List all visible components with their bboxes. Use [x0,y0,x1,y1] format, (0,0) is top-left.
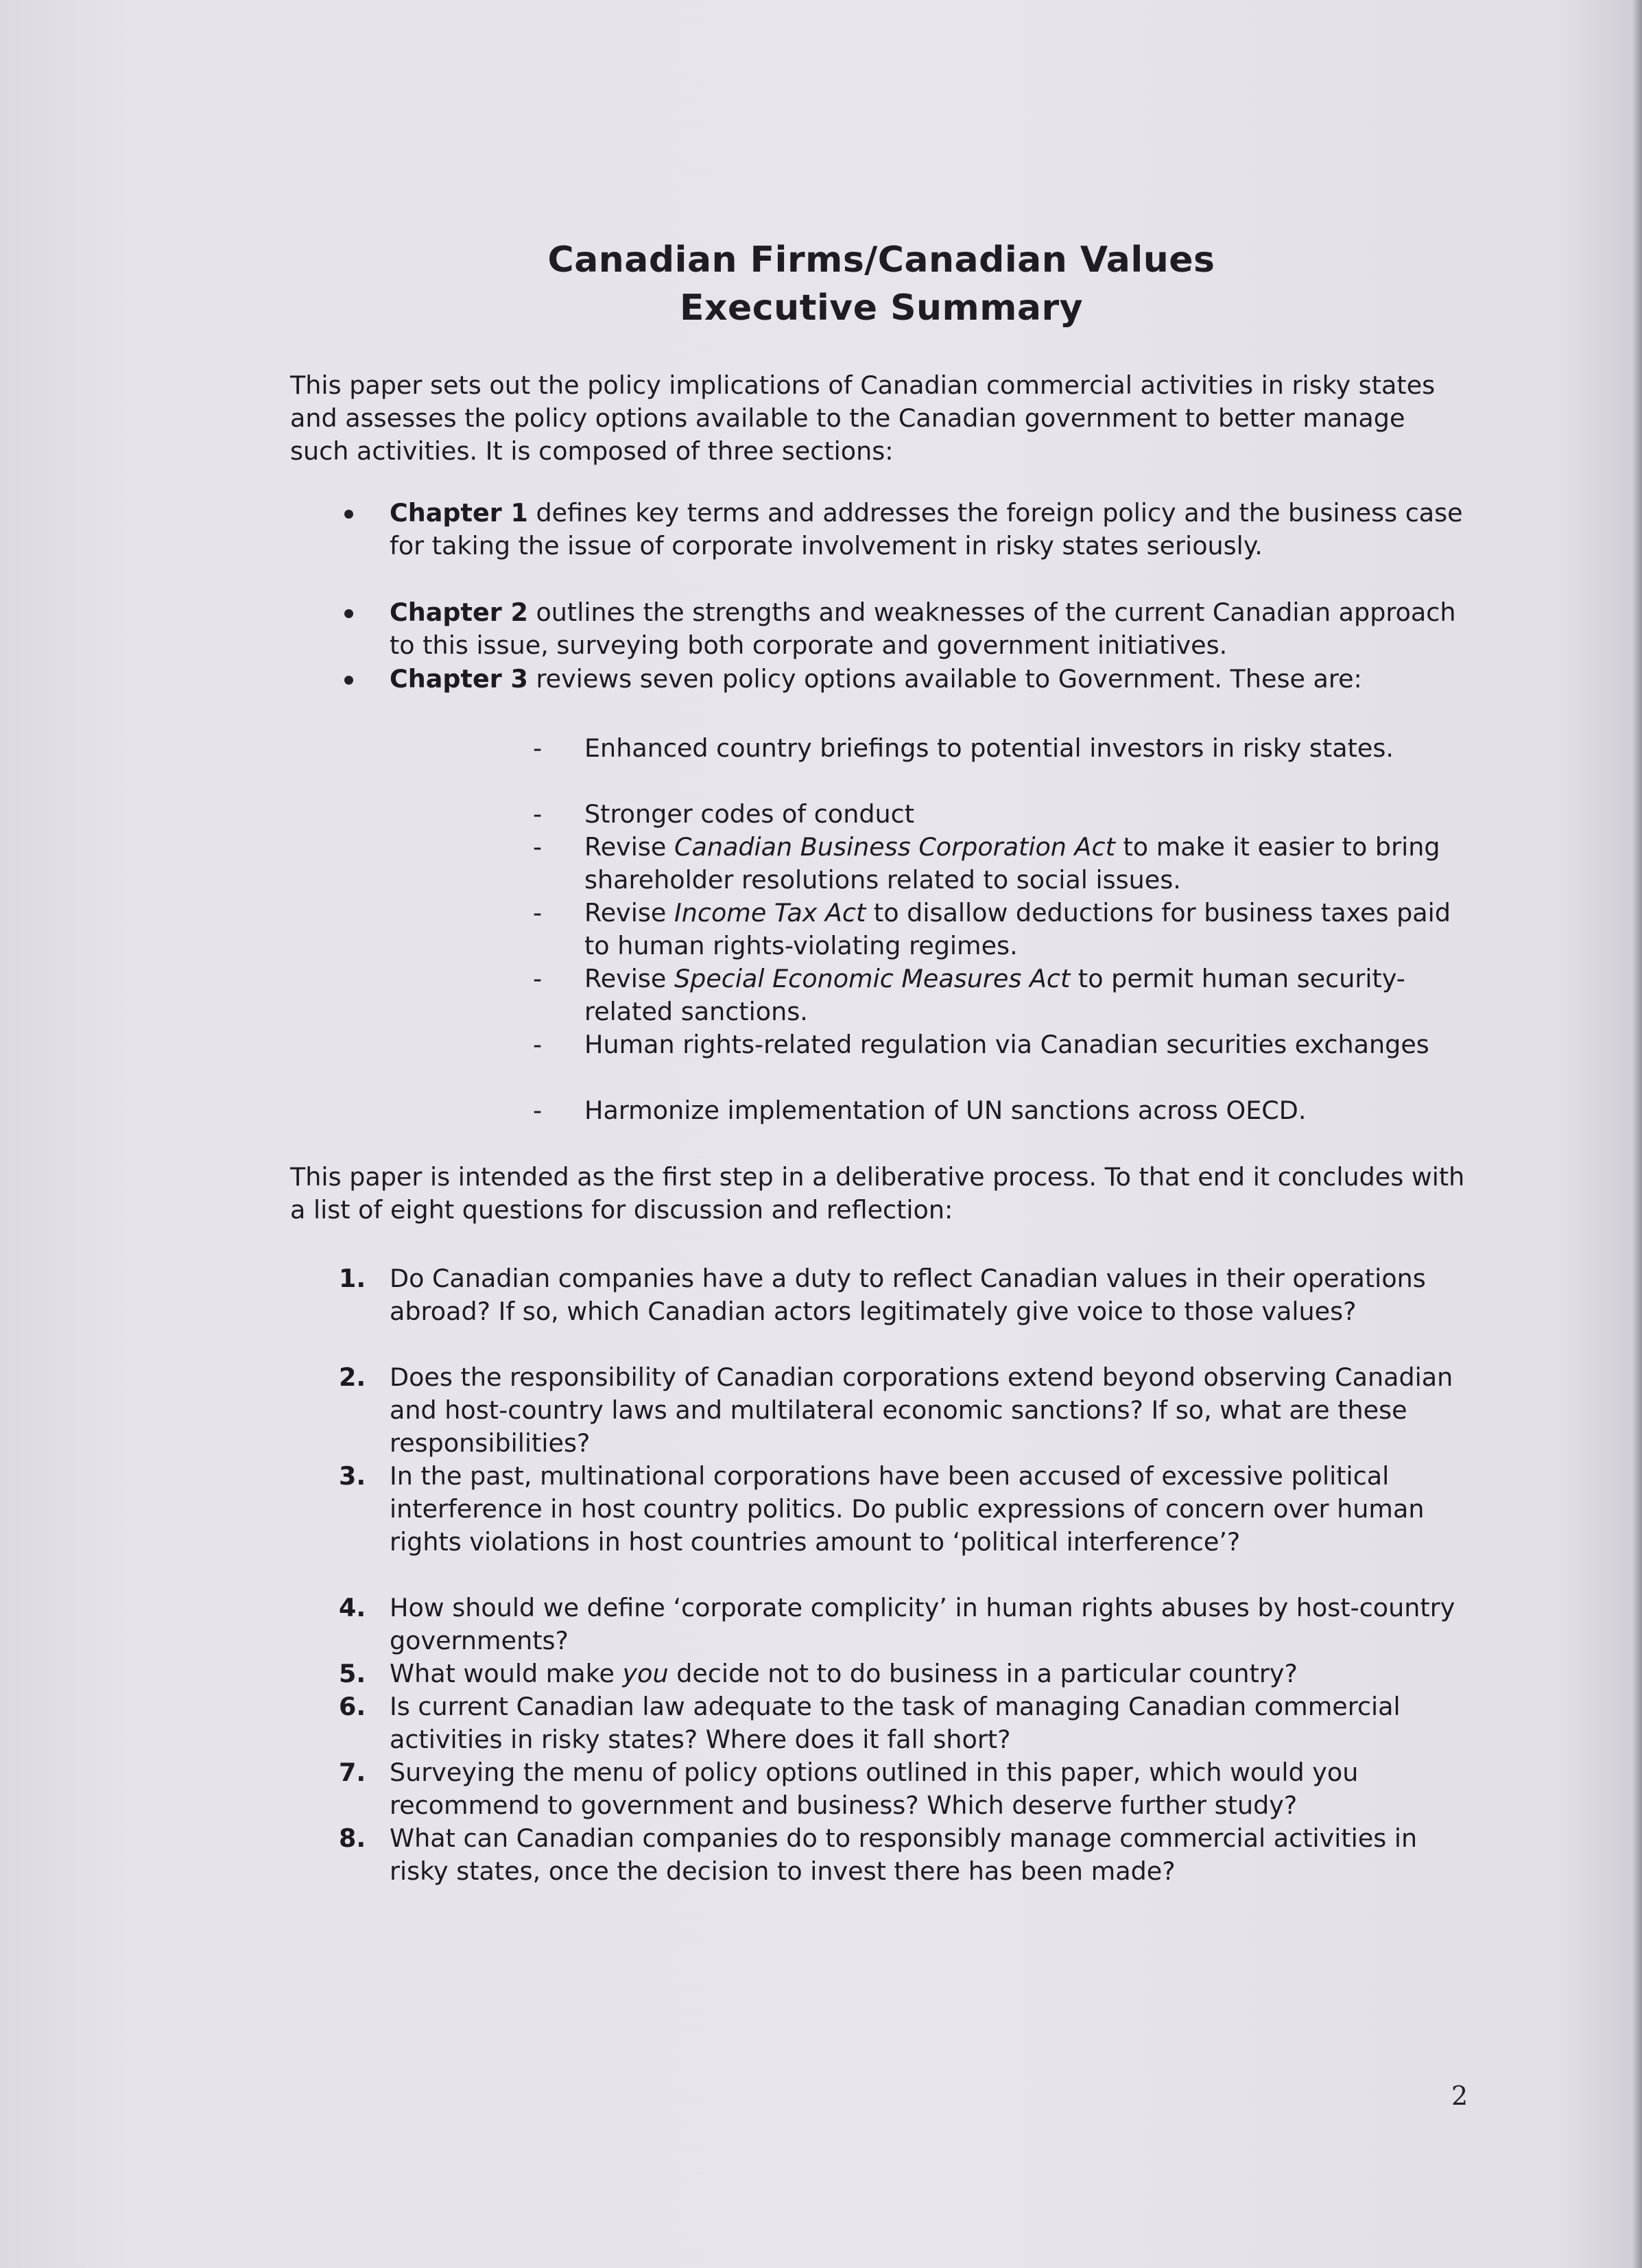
question-text: Does the responsibility of Canadian corporations extend beyond observing Canadian and host-country laws and multilateral economic sanctions? If so, what are these responsibilities? [390,1362,1453,1458]
document-title: Canadian Firms/Canadian Values [547,239,1215,281]
chapter-bullet-3 [390,663,1473,696]
policy-option-4 [533,897,1476,962]
question-emphasis: you [622,1659,669,1688]
question-7 [339,1756,1473,1822]
dash-marker: - [533,799,543,829]
dash-marker: - [533,733,543,763]
page-edge-shadow [1632,0,1642,2268]
page-number: 2 [1451,2081,1468,2111]
question-number: 6. [339,1692,366,1721]
policy-option-3 [533,831,1476,897]
question-4 [339,1592,1473,1657]
chapter-label: Chapter 3 [390,664,528,694]
question-number: 3. [339,1461,366,1491]
question-text: In the past, multinational corporations have been accused of excessive political interference in host country politics. Do public expressions of concern over human rights violations in host countries amount to ‘political interference’? [390,1461,1425,1557]
question-6 [339,1690,1473,1756]
dash-marker: - [533,1030,543,1059]
question-text: Is current Canadian law adequate to the task of managing Canadian commercial activities in risky states? Where does it fall short? [390,1692,1401,1754]
chapter-description: outlines the strengths and weaknesses of the current Canadian approach to this issue, surveying both corporate and government initiatives. [390,598,1456,660]
question-text: What can Canadian companies do to responsibly manage commercial activities in risky states, once the decision to invest there has been made? [390,1823,1418,1886]
question-3 [339,1460,1473,1559]
option-text: Stronger codes of conduct [584,799,915,829]
question-number: 1. [339,1264,366,1293]
question-number: 5. [339,1659,366,1688]
policy-option-5 [533,962,1476,1028]
option-text-pre: Revise [584,832,674,862]
intro-paragraph: This paper sets out the policy implications of Canadian commercial activities in risky states and assesses the policy options available to the Canadian government to better manage such activities. It is composed of three sections: [290,370,1436,466]
document-subtitle: Executive Summary [679,287,1084,329]
question-2 [339,1361,1473,1460]
outro-paragraph: This paper is intended as the first step in a deliberative process. To that end it concludes with a list of eight questions for discussion and reflection: [290,1162,1465,1225]
question-number: 7. [339,1758,366,1787]
chapter-description: defines key terms and addresses the foreign policy and the business case for taking the issue of corporate involvement in risky states seriously. [390,498,1463,560]
option-text: Human rights-related regulation via Canadian securities exchanges [584,1030,1429,1059]
question-text-post: decide not to do business in a particular country? [668,1659,1298,1688]
option-act-name: Income Tax Act [674,898,866,928]
chapter-label: Chapter 1 [390,498,528,528]
question-number: 4. [339,1593,366,1622]
bullet-dot [344,609,353,618]
dash-marker: - [533,898,543,928]
option-act-name: Special Economic Measures Act [674,964,1071,993]
option-text: Harmonize implementation of UN sanctions across OECD. [584,1096,1307,1125]
bullet-dot [344,676,353,685]
chapter-label: Chapter 2 [390,598,528,627]
option-text-post: to make it easier to bring shareholder resolutions related to social issues. [584,832,1440,895]
question-text: Surveying the menu of policy options outlined in this paper, which would you recommend to government and business? Which deserve further study? [390,1758,1359,1820]
option-text-pre: Revise [584,898,674,928]
question-number: 2. [339,1362,366,1392]
policy-option-2 [533,798,1476,831]
question-1 [339,1262,1473,1328]
question-number: 8. [339,1823,366,1853]
option-text-pre: Revise [584,964,674,993]
chapter-bullet-2 [390,596,1473,662]
policy-option-1 [533,732,1476,765]
option-text-post: to disallow deductions for business taxes paid to human rights-violating regimes. [584,898,1451,960]
dash-marker: - [533,964,543,993]
option-text-post: to permit human security-related sanctions. [584,964,1405,1026]
dash-marker: - [533,832,543,862]
option-text: Enhanced country briefings to potential investors in risky states. [584,733,1394,763]
chapter-description: reviews seven policy options available to Government. These are: [527,664,1362,694]
question-text: How should we define ‘corporate complicity’ in human rights abuses by host-country governments? [390,1593,1455,1655]
question-8 [339,1822,1473,1888]
dash-marker: - [533,1096,543,1125]
question-text: Do Canadian companies have a duty to reflect Canadian values in their operations abroad? If so, which Canadian actors legitimately give voice to those values? [390,1264,1426,1326]
policy-option-7 [533,1094,1476,1127]
question-text-pre: What would make [390,1659,623,1688]
bullet-dot [344,510,353,519]
option-act-name: Canadian Business Corporation Act [674,832,1115,862]
question-5 [339,1657,1473,1690]
policy-option-6 [533,1028,1476,1061]
chapter-bullet-1 [390,497,1473,563]
